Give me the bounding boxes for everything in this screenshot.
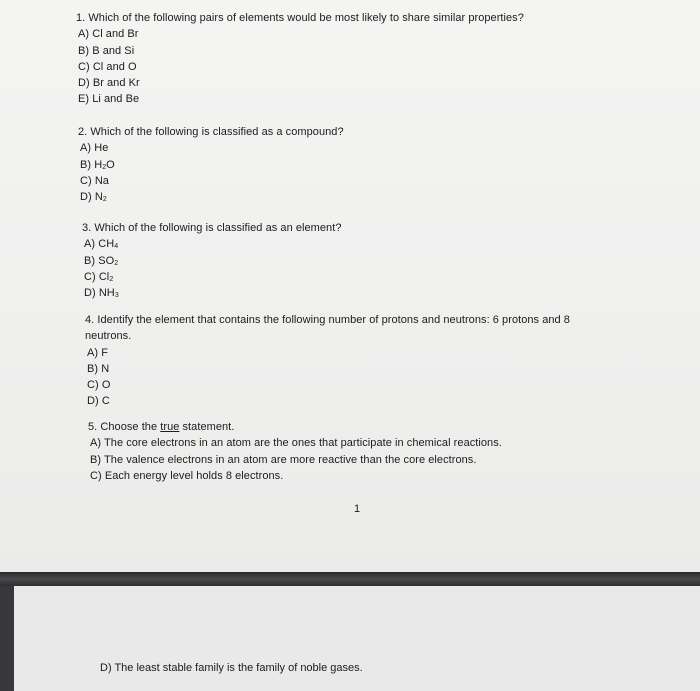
question-1-option-a: A) Cl and Br [78, 28, 139, 41]
question-2 [78, 124, 344, 205]
question-5-stem: 5. Choose the true statement. [88, 421, 235, 433]
question-2-option-b: B) $H_2O$ [80, 158, 115, 171]
question-4-stem-line2: neutrons. [85, 330, 132, 343]
question-1-option-e: E) Li and Be [78, 93, 140, 106]
question-3-option-c: C) $Cl_2$ [84, 270, 114, 283]
question-5-option-a: A) The core electrons in an atom are the ones that participate in chemical reactions. [90, 437, 502, 450]
page-separator [0, 572, 700, 586]
page-number: 1 [354, 503, 361, 515]
question-4-option-b: B) N [87, 362, 110, 375]
question-4-stem-line1: 4. Identify the element that contains the following number of protons and neutrons: 6 protons and 8 [85, 314, 570, 326]
question-5 [88, 419, 502, 484]
question-5-option-c: C) Each energy level holds 8 electrons. [90, 469, 284, 482]
question-1 [76, 10, 524, 108]
question-2-option-d: D) $N_2$ [80, 191, 107, 204]
question-4-option-d: D) C [87, 395, 110, 408]
question-3-option-a: A) $CH_4$ [84, 238, 119, 251]
question-5-option-d: D) The least stable family is the family of noble gases. [100, 662, 363, 674]
question-1-option-d: D) Br and Kr [78, 77, 140, 90]
question-1-option-c: C) Cl and O [78, 60, 137, 73]
question-1-option-b: B) B and Si [78, 44, 135, 57]
page-edge [0, 586, 14, 691]
question-3 [82, 220, 342, 301]
question-3-stem: 3. Which of the following is classified as an element? [82, 222, 342, 234]
question-2-option-a: A) He [80, 142, 109, 155]
question-4 [85, 312, 570, 410]
question-1-stem: 1. Which of the following pairs of elements would be most likely to share similar properties? [76, 12, 524, 24]
question-5-option-b: B) The valence electrons in an atom are more reactive than the core electrons. [90, 453, 477, 466]
question-4-option-a: A) F [87, 346, 108, 359]
question-2-stem: 2. Which of the following is classified as a compound? [78, 126, 344, 138]
question-3-option-d: D) $NH_3$ [84, 287, 119, 300]
question-2-option-c: C) Na [80, 174, 109, 187]
question-4-option-c: C) O [87, 379, 111, 392]
page-bottom [14, 586, 700, 691]
question-3-option-b: B) $SO_2$ [84, 254, 119, 267]
